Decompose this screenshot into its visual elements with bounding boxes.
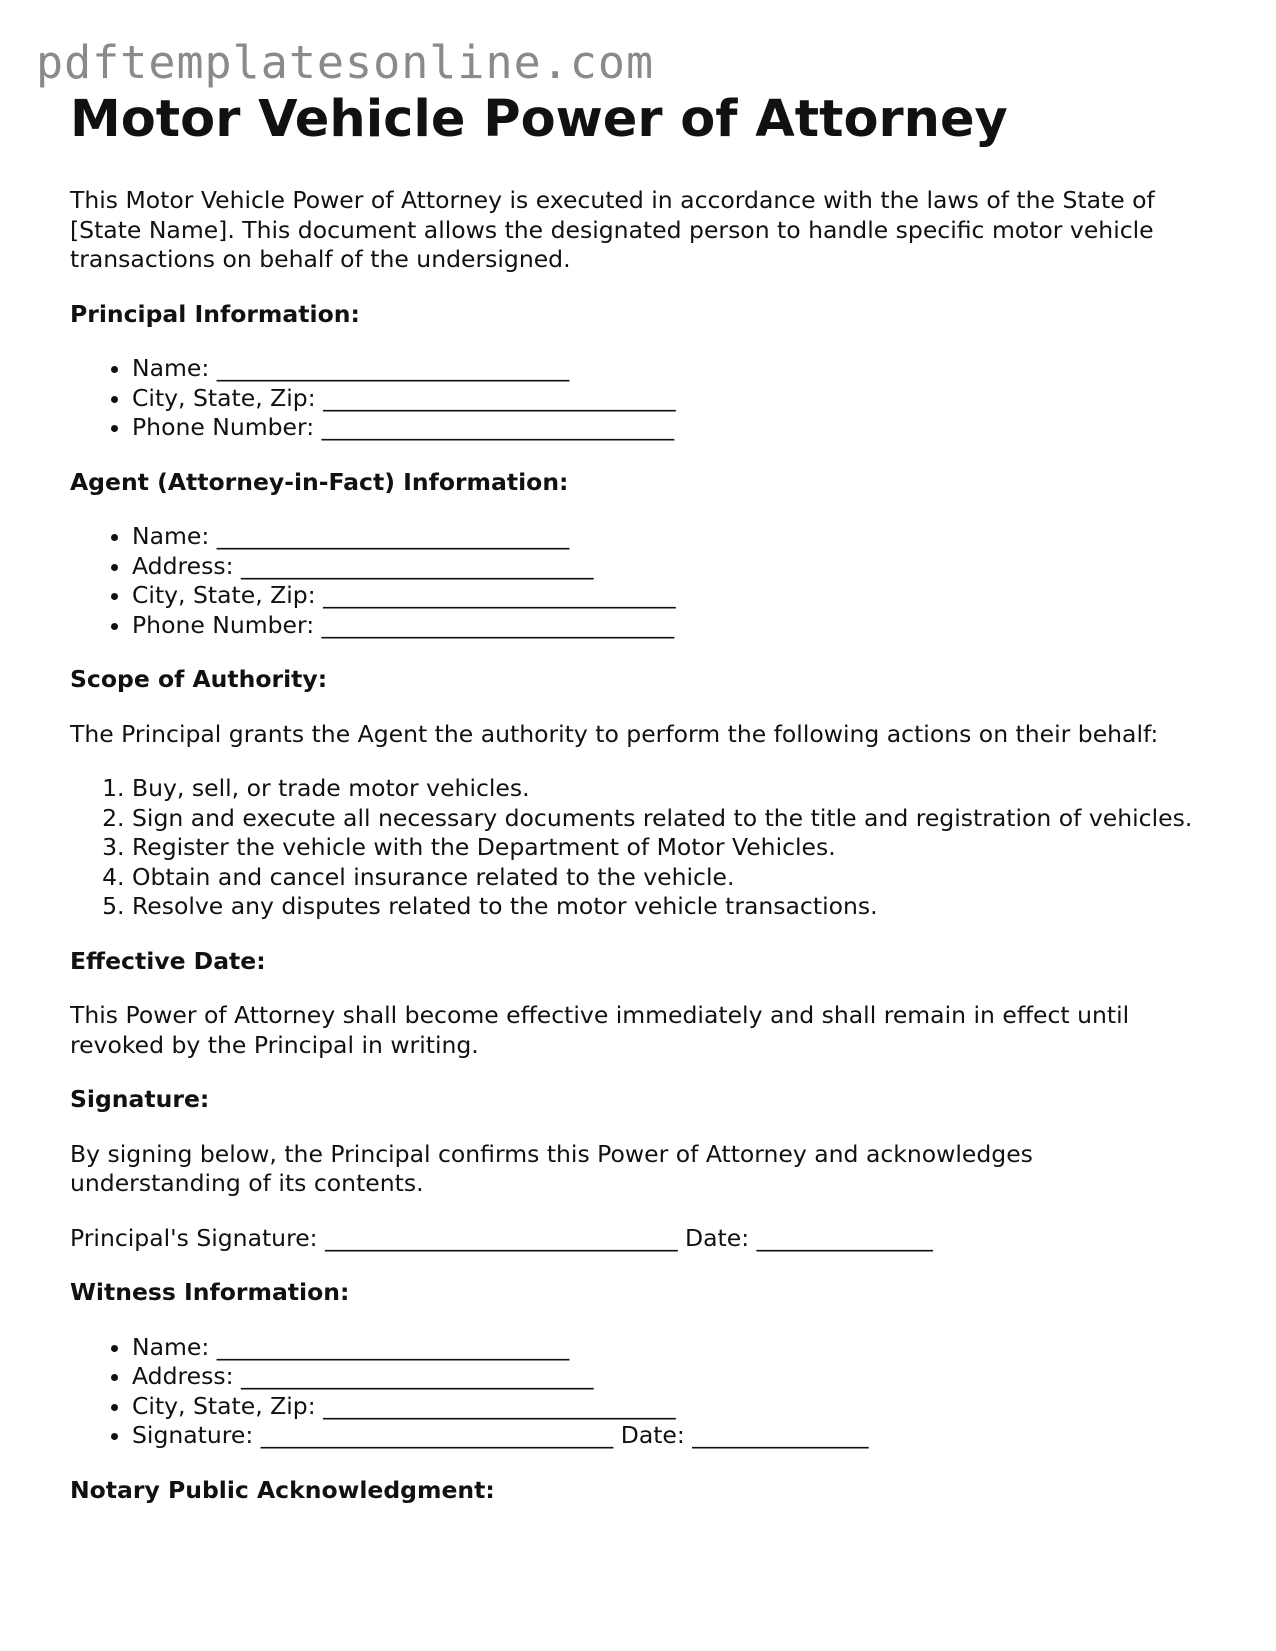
agent-phone-field: • Phone Number: ______________________________: [132, 611, 1210, 641]
agent-city-field: • City, State, Zip: ______________________________: [132, 581, 1210, 611]
scope-list: [70, 774, 1210, 922]
agent-heading: Agent (Attorney-in-Fact) Information:: [70, 467, 569, 496]
scope-item: 4. Obtain and cancel insurance related to the vehicle.: [132, 863, 1210, 893]
principal-heading: Principal Information:: [70, 299, 360, 328]
principal-signature-line: Principal's Signature: ______________________________ Date: _______________: [70, 1223, 933, 1252]
scope-item: 3. Register the vehicle with the Department of Motor Vehicles.: [132, 833, 1210, 863]
watermark-text: pdftemplatesonline.com: [36, 36, 655, 89]
agent-name-field: • Name: ______________________________: [132, 522, 1210, 552]
principal-fields: [70, 354, 1210, 443]
scope-item: 5. Resolve any disputes related to the motor vehicle transactions.: [132, 892, 1210, 922]
scope-item: 2. Sign and execute all necessary documents related to the title and registration of vehicles.: [132, 804, 1210, 834]
signature-heading: Signature:: [70, 1085, 210, 1113]
effective-heading: Effective Date:: [70, 946, 266, 975]
document-title: Motor Vehicle Power of Attorney: [70, 90, 1008, 149]
witness-address-field: • Address: ______________________________: [132, 1362, 1210, 1392]
scope-heading: Scope of Authority:: [70, 665, 328, 693]
agent-fields: [70, 522, 1210, 640]
scope-paragraph: The Principal grants the Agent the authority to perform the following actions on their behalf:: [70, 719, 1159, 748]
principal-city-field: • City, State, Zip: ______________________________: [132, 384, 1210, 414]
witness-city-field: • City, State, Zip: ______________________________: [132, 1392, 1210, 1422]
witness-name-field: • Name: ______________________________: [132, 1333, 1210, 1363]
scope-item: 1. Buy, sell, or trade motor vehicles.: [132, 774, 1210, 804]
agent-address-field: • Address: ______________________________: [132, 552, 1210, 582]
notary-heading: Notary Public Acknowledgment:: [70, 1475, 495, 1504]
signature-paragraph: By signing below, the Principal confirms this Power of Attorney and acknowledges understanding of its contents.: [70, 1139, 1033, 1197]
intro-paragraph: This Motor Vehicle Power of Attorney is executed in accordance with the laws of the State of [State Name]. This document allows the designated person to handle specific motor vehicle transactions on behalf of the undersigned.: [70, 186, 1155, 273]
document-page: [70, 90, 1210, 1505]
principal-name-field: • Name: ______________________________: [132, 354, 1210, 384]
principal-phone-field: • Phone Number: ______________________________: [132, 413, 1210, 443]
witness-heading: Witness Information:: [70, 1278, 350, 1306]
witness-fields: [70, 1333, 1210, 1451]
effective-paragraph: This Power of Attorney shall become effective immediately and shall remain in effect until revoked by the Principal in writing.: [70, 1001, 1130, 1059]
witness-signature-field: • Signature: ______________________________ Date: _______________: [132, 1421, 1210, 1451]
